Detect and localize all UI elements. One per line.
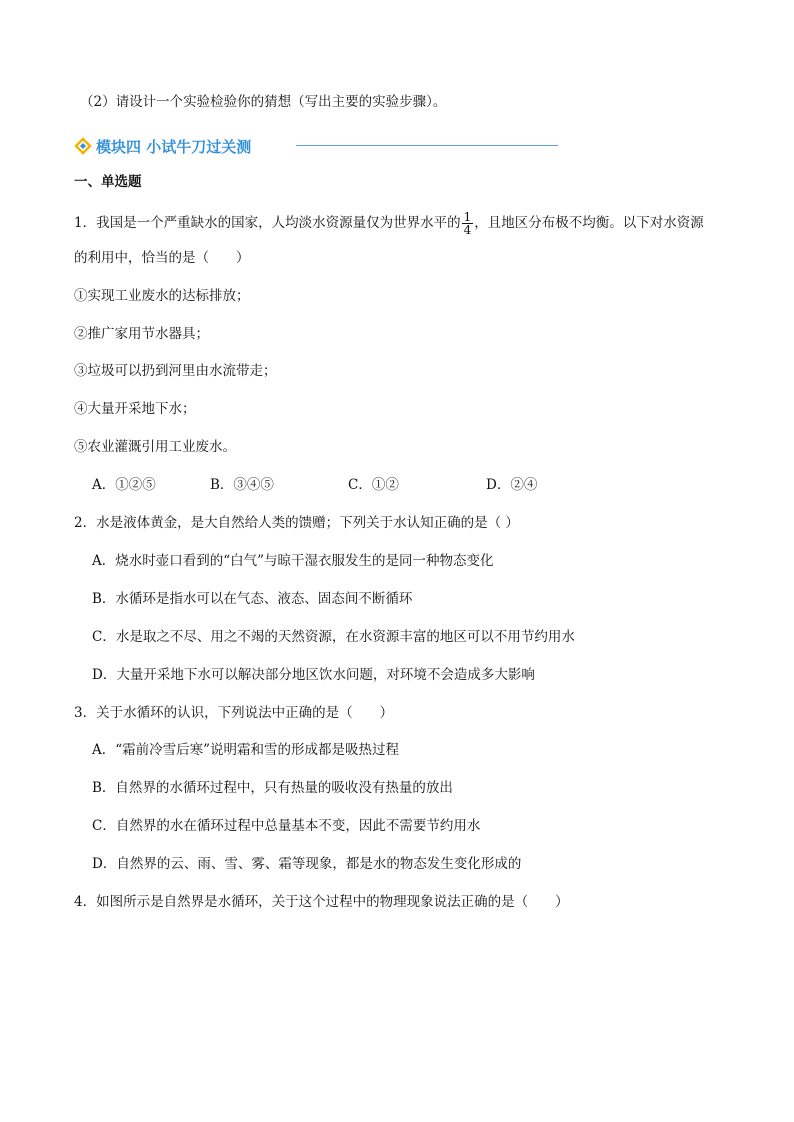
q1-statement: ⑤农业灌溉引用工业废水。 — [74, 439, 236, 455]
diamond-icon — [74, 137, 92, 155]
q3-option-d[interactable]: D．自然界的云、雨、雪、雾、霜等现象，都是水的物态发生变化形成的 — [92, 856, 522, 872]
q3-stem: 3．关于水循环的认识，下列说法中正确的是（ ） — [74, 705, 394, 721]
q2-option-a[interactable]: A．烧水时壶口看到的“白气”与晾干湿衣服发生的是同一种物态变化 — [92, 553, 494, 569]
q3-option-b[interactable]: B．自然界的水循环过程中，只有热量的吸收没有热量的放出 — [92, 780, 453, 796]
q1-option-c[interactable]: C．①② — [348, 477, 399, 493]
q3-option-a[interactable]: A．“霜前冷雪后寒”说明霜和雪的形成都是吸热过程 — [92, 742, 400, 758]
q2-option-c[interactable]: C．水是取之不尽、用之不竭的天然资源，在水资源丰富的地区可以不用节约用水 — [92, 629, 575, 645]
fraction-denominator: 4 — [463, 223, 472, 237]
module-title: 模块四 小试牛刀过关测 — [96, 137, 252, 156]
q1-option-d[interactable]: D．②④ — [486, 477, 538, 493]
q1-statement: ③垃圾可以扔到河里由水流带走； — [74, 363, 277, 379]
section-heading: 一、单选题 — [74, 174, 142, 190]
q4-stem: 4．如图所示是自然界是水循环，关于这个过程中的物理现象说法正确的是（ ） — [74, 894, 569, 910]
q1-stem-line1 — [74, 211, 704, 236]
q1-statement: ①实现工业废水的达标排放； — [74, 288, 250, 304]
q3-option-c[interactable]: C．自然界的水在循环过程中总量基本不变，因此不需要节约用水 — [92, 818, 481, 834]
module-heading — [74, 134, 251, 158]
q1-stem-line2: 的利用中，恰当的是（ ） — [74, 250, 250, 266]
q2-stem: 2．水是液体黄金，是大自然给人类的馈赠；下列关于水认知正确的是（ ） — [74, 515, 519, 531]
q1-options — [92, 475, 692, 495]
q1-stem-after: ，且地区分布极不均衡。以下对水资源 — [474, 215, 704, 231]
fraction-numerator: 1 — [463, 210, 472, 224]
q2-option-d[interactable]: D．大量开采地下水可以解决部分地区饮水问题，对环境不会造成多大影响 — [92, 667, 535, 683]
q2-option-b[interactable]: B．水循环是指水可以在气态、液态、固态间不断循环 — [92, 591, 413, 607]
module-divider — [296, 145, 558, 146]
q1-statement: ②推广家用节水器具； — [74, 326, 209, 342]
q1-statement: ④大量开采地下水； — [74, 401, 196, 417]
intro-line: （2）请设计一个实验检验你的猜想（写出主要的实验步骤）。 — [80, 94, 447, 110]
q1-option-a[interactable]: A．①②⑤ — [92, 477, 156, 493]
q1-fraction — [462, 211, 474, 236]
q1-stem-before: 1．我国是一个严重缺水的国家，人均淡水资源量仅为世界水平的 — [74, 215, 461, 231]
q1-option-b[interactable]: B．③④⑤ — [210, 477, 274, 493]
